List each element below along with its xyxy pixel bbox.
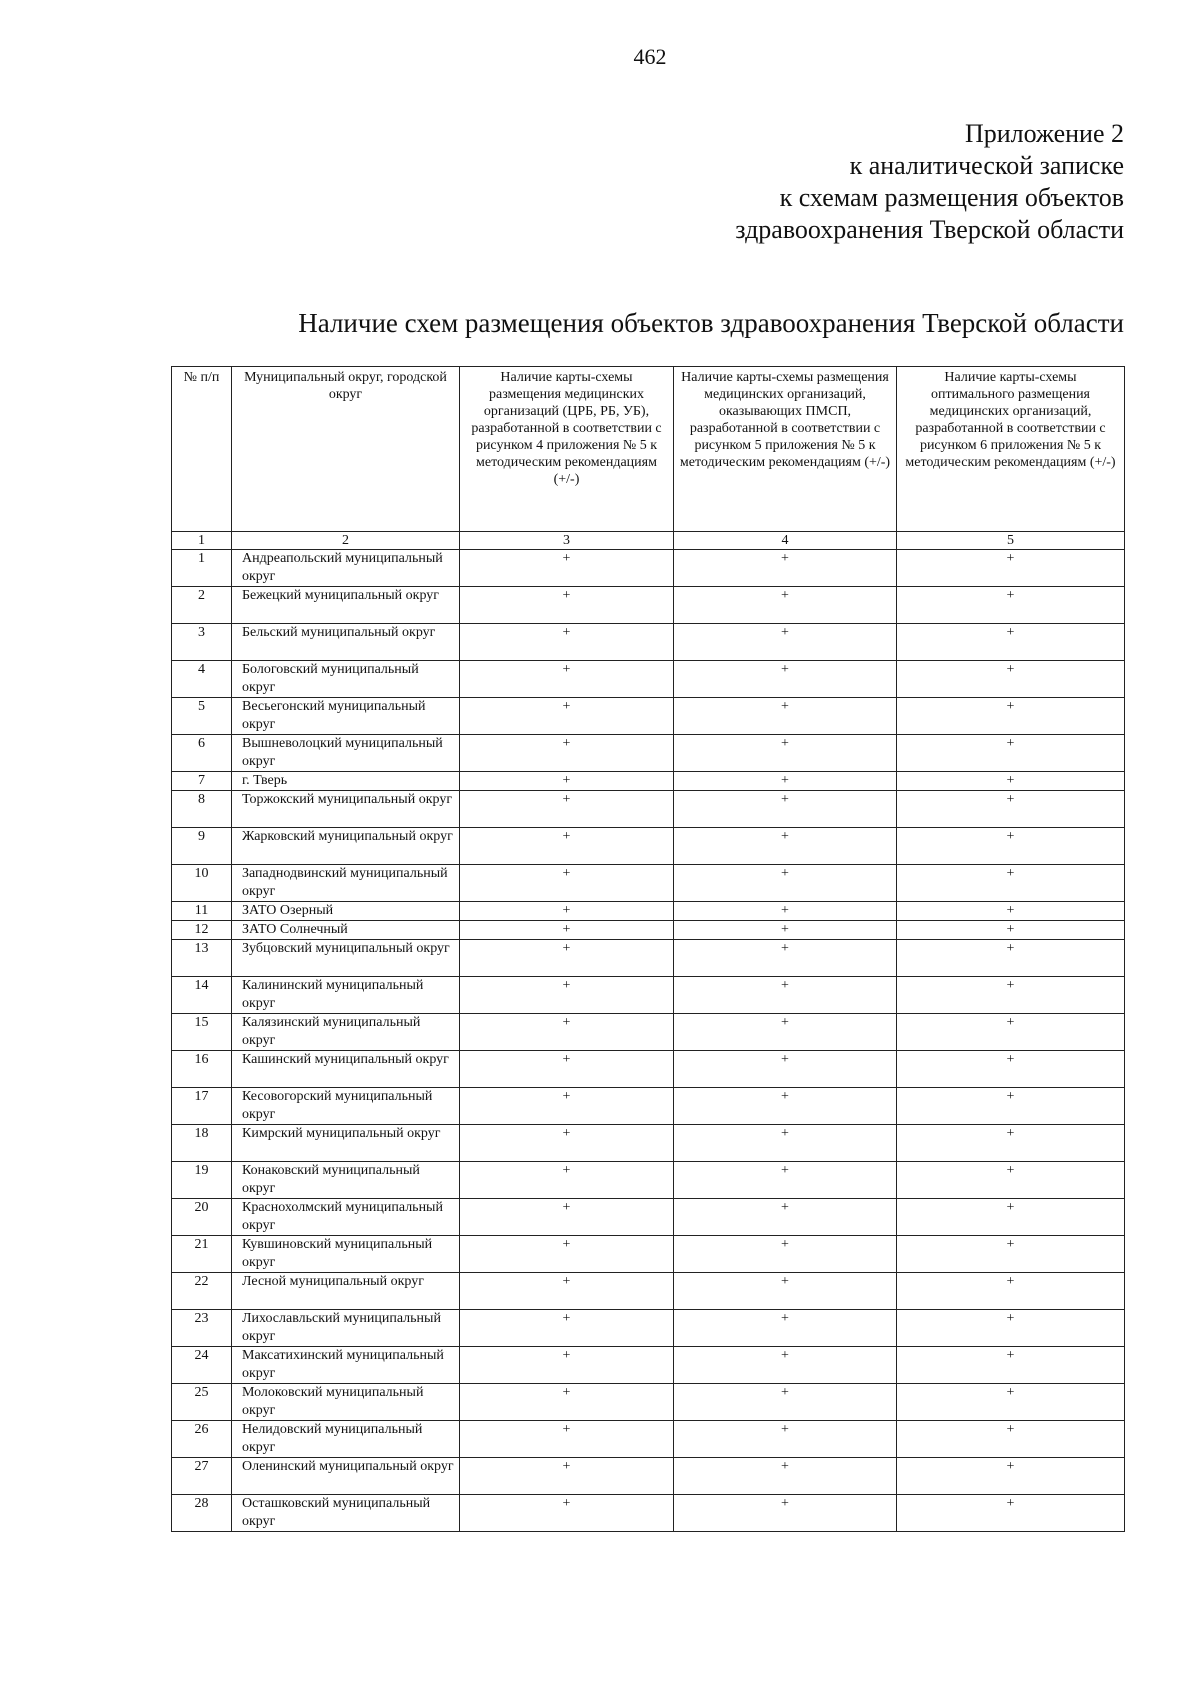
map-scheme-4-cell: + [674,1458,897,1495]
map-scheme-5-cell: + [897,735,1125,772]
row-number-cell: 4 [172,661,232,698]
column-number: 4 [674,532,897,550]
map-scheme-3-cell: + [460,587,674,624]
row-number-cell: 23 [172,1310,232,1347]
appendix-line-1: Приложение 2 [964,119,1124,148]
row-number-cell: 3 [172,624,232,661]
table-row [172,587,1125,624]
map-scheme-5-cell: + [897,828,1125,865]
district-name-cell: Лихославльский муниципальный округ [232,1310,460,1347]
map-scheme-4-cell: + [674,735,897,772]
map-scheme-4-cell: + [674,791,897,828]
map-scheme-5-cell: + [897,698,1125,735]
map-scheme-5-cell: + [897,1347,1125,1384]
map-scheme-5-cell: + [897,1495,1125,1532]
table-row [172,1495,1125,1532]
table-row [172,550,1125,587]
column-number-row [172,532,1125,550]
map-scheme-3-cell: + [460,624,674,661]
map-scheme-5-cell: + [897,940,1125,977]
map-scheme-5-cell: + [897,1458,1125,1495]
column-number: 1 [172,532,232,550]
map-scheme-5-cell: + [897,1162,1125,1199]
map-scheme-3-cell: + [460,1421,674,1458]
row-number-cell: 22 [172,1273,232,1310]
district-name-cell: Калининский муниципальный округ [232,977,460,1014]
map-scheme-3-cell: + [460,1162,674,1199]
row-number-cell: 6 [172,735,232,772]
map-scheme-4-cell: + [674,865,897,902]
map-scheme-5-cell: + [897,624,1125,661]
district-name-cell: Кашинский муниципальный округ [232,1051,460,1088]
district-name-cell: ЗАТО Озерный [232,902,460,921]
table-row [172,1236,1125,1273]
map-scheme-4-cell: + [674,661,897,698]
table-row [172,1458,1125,1495]
map-scheme-3-cell: + [460,698,674,735]
row-number-cell: 19 [172,1162,232,1199]
district-name-cell: Кувшиновский муниципальный округ [232,1236,460,1273]
map-scheme-3-cell: + [460,865,674,902]
district-name-cell: Максатихинский муниципальный округ [232,1347,460,1384]
map-scheme-3-cell: + [460,1199,674,1236]
map-scheme-4-cell: + [674,1051,897,1088]
district-name-cell: Зубцовский муниципальный округ [232,940,460,977]
map-scheme-5-cell: + [897,1125,1125,1162]
map-scheme-3-cell: + [460,1051,674,1088]
table-row [172,735,1125,772]
map-scheme-4-cell: + [674,1347,897,1384]
header-cell: Муниципальный округ, городской округ [232,367,460,532]
map-scheme-4-cell: + [674,587,897,624]
table-row [172,1125,1125,1162]
map-scheme-5-cell: + [897,1310,1125,1347]
row-number-cell: 18 [172,1125,232,1162]
map-scheme-3-cell: + [460,550,674,587]
district-name-cell: Молоковский муниципальный округ [232,1384,460,1421]
district-name-cell: Андреапольский муниципальный округ [232,550,460,587]
map-scheme-5-cell: + [897,1051,1125,1088]
map-scheme-5-cell: + [897,1014,1125,1051]
table-row [172,1310,1125,1347]
district-name-cell: Краснохолмский муниципальный округ [232,1199,460,1236]
table-row [172,1384,1125,1421]
map-scheme-4-cell: + [674,977,897,1014]
row-number-cell: 14 [172,977,232,1014]
document-title: Наличие схем размещения объектов здравоохранения Тверской области [298,308,1124,338]
table-row [172,1088,1125,1125]
row-number-cell: 2 [172,587,232,624]
map-scheme-3-cell: + [460,940,674,977]
map-scheme-3-cell: + [460,1088,674,1125]
table-row [172,940,1125,977]
map-scheme-5-cell: + [897,1236,1125,1273]
map-scheme-5-cell: + [897,587,1125,624]
table-row [172,921,1125,940]
appendix-line-4: здравоохранения Тверской области [735,215,1124,244]
district-name-cell: Жарковский муниципальный округ [232,828,460,865]
table-row [172,1273,1125,1310]
map-scheme-4-cell: + [674,550,897,587]
map-scheme-4-cell: + [674,1384,897,1421]
map-scheme-5-cell: + [897,902,1125,921]
map-scheme-5-cell: + [897,661,1125,698]
district-name-cell: Калязинский муниципальный округ [232,1014,460,1051]
row-number-cell: 8 [172,791,232,828]
map-scheme-3-cell: + [460,1384,674,1421]
map-scheme-3-cell: + [460,1014,674,1051]
row-number-cell: 12 [172,921,232,940]
map-scheme-3-cell: + [460,735,674,772]
table-row [172,902,1125,921]
header-cell: № п/п [172,367,232,532]
map-scheme-4-cell: + [674,1236,897,1273]
row-number-cell: 9 [172,828,232,865]
map-scheme-3-cell: + [460,1125,674,1162]
column-number: 3 [460,532,674,550]
map-scheme-3-cell: + [460,1310,674,1347]
map-scheme-5-cell: + [897,1421,1125,1458]
map-scheme-4-cell: + [674,921,897,940]
table-header-row [172,367,1125,532]
row-number-cell: 25 [172,1384,232,1421]
table-row [172,1014,1125,1051]
table-row [172,661,1125,698]
district-name-cell: ЗАТО Солнечный [232,921,460,940]
map-scheme-5-cell: + [897,1273,1125,1310]
schemes-table [171,366,1125,1532]
map-scheme-4-cell: + [674,624,897,661]
table-row [172,772,1125,791]
map-scheme-5-cell: + [897,1088,1125,1125]
map-scheme-3-cell: + [460,1236,674,1273]
district-name-cell: Кесовогорский муниципальный округ [232,1088,460,1125]
row-number-cell: 17 [172,1088,232,1125]
map-scheme-5-cell: + [897,772,1125,791]
map-scheme-3-cell: + [460,1495,674,1532]
row-number-cell: 26 [172,1421,232,1458]
header-cell: Наличие карты-схемы оптимального размещения медицинских организаций, разработанной в соответствии с рисунком 6 приложения № 5 к методическим рекомендациям (+/-) [897,367,1125,532]
row-number-cell: 15 [172,1014,232,1051]
row-number-cell: 13 [172,940,232,977]
map-scheme-4-cell: + [674,828,897,865]
table-row [172,1162,1125,1199]
map-scheme-3-cell: + [460,772,674,791]
page-number: 462 [633,44,667,69]
row-number-cell: 1 [172,550,232,587]
row-number-cell: 11 [172,902,232,921]
district-name-cell: Бежецкий муниципальный округ [232,587,460,624]
map-scheme-5-cell: + [897,865,1125,902]
table-row [172,1421,1125,1458]
row-number-cell: 28 [172,1495,232,1532]
map-scheme-3-cell: + [460,1273,674,1310]
row-number-cell: 24 [172,1347,232,1384]
map-scheme-5-cell: + [897,1384,1125,1421]
map-scheme-3-cell: + [460,828,674,865]
district-name-cell: Нелидовский муниципальный округ [232,1421,460,1458]
map-scheme-3-cell: + [460,902,674,921]
map-scheme-4-cell: + [674,1199,897,1236]
table-row [172,698,1125,735]
appendix-line-2: к аналитической записке [849,151,1124,180]
map-scheme-5-cell: + [897,791,1125,828]
map-scheme-5-cell: + [897,1199,1125,1236]
table-row [172,1199,1125,1236]
map-scheme-3-cell: + [460,1458,674,1495]
district-name-cell: Западнодвинский муниципальный округ [232,865,460,902]
district-name-cell: Весьегонский муниципальный округ [232,698,460,735]
map-scheme-3-cell: + [460,1347,674,1384]
map-scheme-4-cell: + [674,1273,897,1310]
column-number: 5 [897,532,1125,550]
district-name-cell: г. Тверь [232,772,460,791]
map-scheme-4-cell: + [674,1162,897,1199]
map-scheme-4-cell: + [674,1125,897,1162]
district-name-cell: Бологовский муниципальный округ [232,661,460,698]
map-scheme-5-cell: + [897,977,1125,1014]
map-scheme-3-cell: + [460,977,674,1014]
header-cell: Наличие карты-схемы размещения медицинских организаций (ЦРБ, РБ, УБ), разработанной в соответствии с рисунком 4 приложения № 5 к методическим рекомендациям (+/-) [460,367,674,532]
row-number-cell: 10 [172,865,232,902]
table-row [172,828,1125,865]
row-number-cell: 21 [172,1236,232,1273]
row-number-cell: 16 [172,1051,232,1088]
appendix-line-3: к схемам размещения объектов [779,183,1124,212]
map-scheme-4-cell: + [674,1310,897,1347]
district-name-cell: Оленинский муниципальный округ [232,1458,460,1495]
district-name-cell: Торжокский муниципальный округ [232,791,460,828]
district-name-cell: Бельский муниципальный округ [232,624,460,661]
map-scheme-4-cell: + [674,698,897,735]
map-scheme-4-cell: + [674,1421,897,1458]
table-row [172,1051,1125,1088]
table-row [172,624,1125,661]
map-scheme-5-cell: + [897,921,1125,940]
district-name-cell: Конаковский муниципальный округ [232,1162,460,1199]
table-row [172,791,1125,828]
map-scheme-3-cell: + [460,661,674,698]
row-number-cell: 5 [172,698,232,735]
map-scheme-4-cell: + [674,902,897,921]
map-scheme-4-cell: + [674,772,897,791]
district-name-cell: Осташковский муниципальный округ [232,1495,460,1532]
district-name-cell: Вышневолоцкий муниципальный округ [232,735,460,772]
header-cell: Наличие карты-схемы размещения медицинских организаций, оказывающих ПМСП, разработанной в соответствии с рисунком 5 приложения № 5 к методическим рекомендациям (+/-) [674,367,897,532]
map-scheme-3-cell: + [460,921,674,940]
map-scheme-4-cell: + [674,940,897,977]
map-scheme-4-cell: + [674,1495,897,1532]
map-scheme-3-cell: + [460,791,674,828]
row-number-cell: 27 [172,1458,232,1495]
map-scheme-5-cell: + [897,550,1125,587]
table-row [172,865,1125,902]
map-scheme-4-cell: + [674,1014,897,1051]
appendix-header [735,118,1124,246]
table-row [172,977,1125,1014]
map-scheme-4-cell: + [674,1088,897,1125]
district-name-cell: Кимрский муниципальный округ [232,1125,460,1162]
row-number-cell: 20 [172,1199,232,1236]
table-row [172,1347,1125,1384]
district-name-cell: Лесной муниципальный округ [232,1273,460,1310]
column-number: 2 [232,532,460,550]
row-number-cell: 7 [172,772,232,791]
